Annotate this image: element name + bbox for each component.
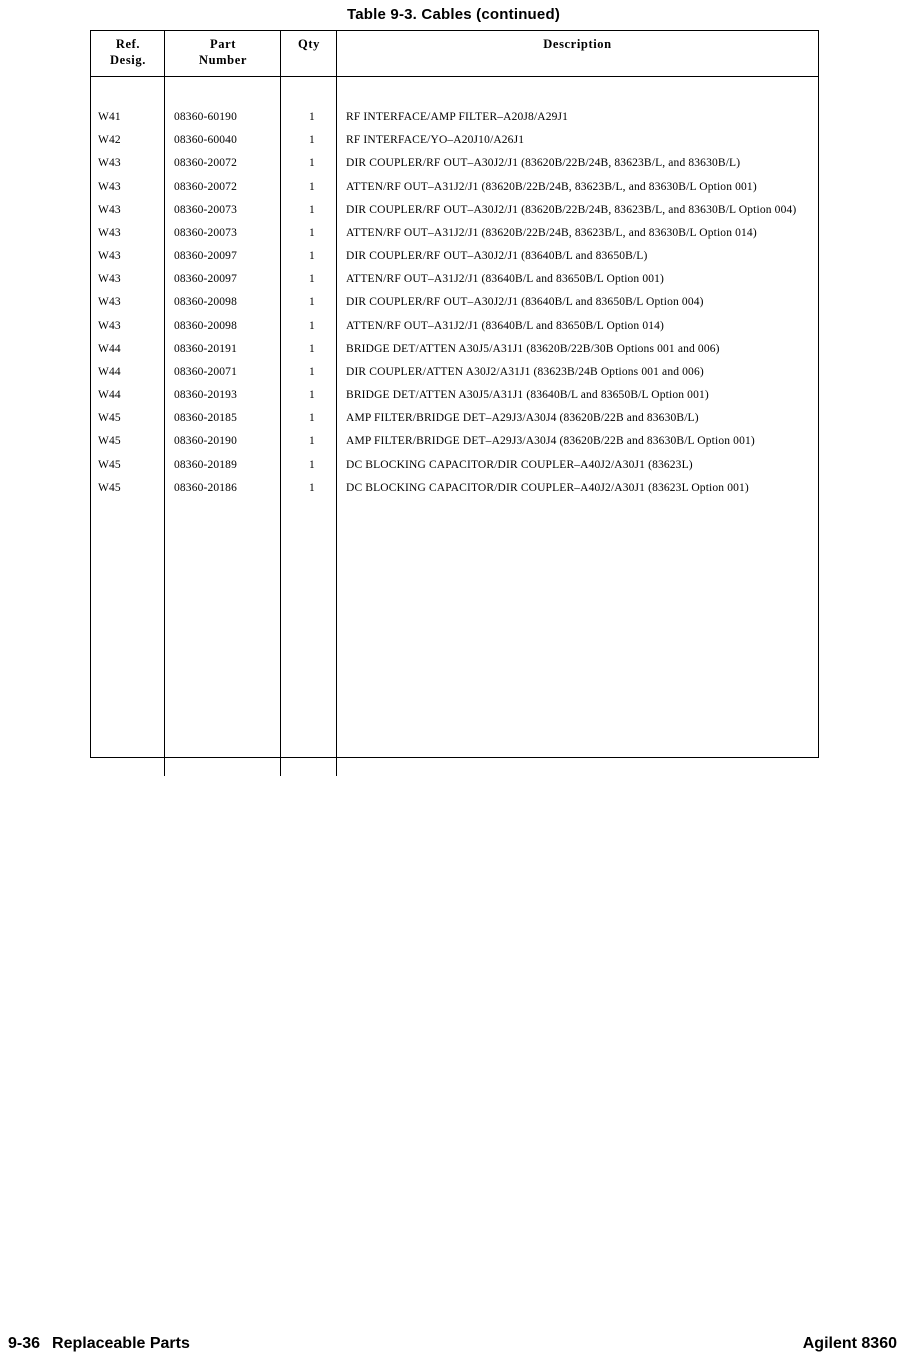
cell-part-number: 08360-20190: [174, 435, 237, 448]
table-row: [90, 180, 817, 195]
cell-ref-desig: W43: [98, 203, 121, 216]
table-row: [90, 411, 817, 426]
cell-description: RF INTERFACE/YO–A20J10/A26J1: [346, 134, 525, 147]
cell-part-number: 08360-20073: [174, 226, 237, 239]
cell-qty: 1: [309, 250, 315, 263]
cell-part-number: 08360-20189: [174, 458, 237, 471]
table-row: [90, 458, 817, 473]
cell-part-number: 08360-60040: [174, 134, 237, 147]
cell-description: DIR COUPLER/RF OUT–A30J2/J1 (83640B/L and 83650B/L Option 004): [346, 296, 704, 309]
cell-part-number: 08360-20098: [174, 319, 237, 332]
table-row: [90, 295, 817, 310]
cell-qty: 1: [309, 458, 315, 471]
table-row: [90, 365, 817, 380]
table-row: [90, 226, 817, 241]
footer-left: [8, 1335, 190, 1353]
cell-description: DC BLOCKING CAPACITOR/DIR COUPLER–A40J2/A30J1 (83623L Option 001): [346, 481, 749, 494]
cell-description: ATTEN/RF OUT–A31J2/J1 (83620B/22B/24B, 83623B/L, and 83630B/L Option 001): [346, 180, 757, 193]
cell-ref-desig: W43: [98, 296, 121, 309]
cell-ref-desig: W41: [98, 111, 121, 123]
cell-part-number: 08360-20072: [174, 157, 237, 170]
cell-description: BRIDGE DET/ATTEN A30J5/A31J1 (83640B/L and 83650B/L Option 001): [346, 389, 709, 402]
table-row: [90, 388, 817, 403]
cell-ref-desig: W45: [98, 435, 121, 448]
cell-part-number: 08360-20098: [174, 296, 237, 309]
cell-description: DIR COUPLER/RF OUT–A30J2/J1 (83620B/22B/24B, 83623B/L, and 83630B/L): [346, 157, 741, 170]
page-footer: [0, 1327, 907, 1353]
cell-description: BRIDGE DET/ATTEN A30J5/A31J1 (83620B/22B/30B Options 001 and 006): [346, 342, 720, 355]
cell-description: DIR COUPLER/ATTEN A30J2/A31J1 (83623B/24B Options 001 and 006): [346, 365, 704, 378]
column-header-ref-desig: [91, 31, 166, 77]
cell-ref-desig: W43: [98, 180, 121, 193]
table-row: [90, 481, 817, 496]
cell-ref-desig: W45: [98, 458, 121, 471]
cell-ref-desig: W43: [98, 319, 121, 332]
cell-description: DIR COUPLER/RF OUT–A30J2/J1 (83640B/L and 83650B/L): [346, 250, 648, 263]
table-row: [90, 434, 817, 449]
cell-qty: 1: [309, 365, 315, 378]
cell-description: ATTEN/RF OUT–A31J2/J1 (83640B/L and 83650B/L Option 001): [346, 273, 665, 286]
cell-part-number: 08360-20072: [174, 180, 237, 193]
cell-qty: 1: [309, 180, 315, 193]
table-row: [90, 249, 817, 264]
column-header-part-number: [165, 31, 281, 77]
page-number: 9-36: [8, 1335, 41, 1352]
cell-part-number: 08360-20073: [174, 203, 237, 216]
cell-part-number: 08360-20191: [174, 342, 237, 355]
cell-qty: 1: [309, 412, 315, 425]
cell-ref-desig: W43: [98, 157, 121, 170]
cell-qty: 1: [309, 342, 315, 355]
cell-description: AMP FILTER/BRIDGE DET–A29J3/A30J4 (83620B/22B and 83630B/L Option 001): [346, 435, 755, 448]
cell-qty: 1: [309, 226, 315, 239]
cell-description: RF INTERFACE/AMP FILTER–A20J8/A29J1: [346, 111, 569, 123]
cell-part-number: 08360-20186: [174, 481, 237, 494]
cell-description: ATTEN/RF OUT–A31J2/J1 (83620B/22B/24B, 83623B/L, and 83630B/L Option 014): [346, 226, 757, 239]
cell-description: DC BLOCKING CAPACITOR/DIR COUPLER–A40J2/A30J1 (83623L): [346, 458, 693, 471]
table-row: [90, 272, 817, 287]
table-row: [90, 133, 817, 148]
cell-qty: 1: [309, 134, 315, 147]
column-header-ref-line2: Desig.: [110, 52, 146, 67]
column-header-qty: [281, 31, 337, 77]
cell-ref-desig: W44: [98, 342, 121, 355]
cell-ref-desig: W43: [98, 226, 121, 239]
table-rows: [90, 96, 817, 496]
cell-part-number: 08360-20097: [174, 273, 237, 286]
cell-qty: 1: [309, 111, 315, 123]
column-header-ref-line1: Ref.: [115, 37, 141, 51]
cell-part-number: 08360-20071: [174, 365, 237, 378]
cell-description: DIR COUPLER/RF OUT–A30J2/J1 (83620B/22B/24B, 83623B/L, and 83630B/L Option 004): [346, 203, 797, 216]
cell-ref-desig: W45: [98, 412, 121, 425]
cell-qty: 1: [309, 296, 315, 309]
cell-part-number: 08360-60190: [174, 111, 237, 123]
table-row: [90, 319, 817, 334]
footer-brand: Agilent 8360: [802, 1335, 897, 1352]
table-row: [90, 203, 817, 218]
cell-description: AMP FILTER/BRIDGE DET–A29J3/A30J4 (83620B/22B and 83630B/L): [346, 412, 699, 425]
cell-qty: 1: [309, 157, 315, 170]
table-row: [90, 342, 817, 357]
column-header-part-line2: Number: [198, 52, 248, 67]
cell-qty: 1: [309, 203, 315, 216]
column-header-desc-line1: Description: [543, 37, 612, 51]
cell-ref-desig: W43: [98, 250, 121, 263]
cell-qty: 1: [309, 389, 315, 402]
cell-ref-desig: W44: [98, 365, 121, 378]
table-header-row: [91, 31, 819, 77]
cell-qty: 1: [309, 319, 315, 332]
cell-ref-desig: W45: [98, 481, 121, 494]
table-title: Table 9-3. Cables (continued): [346, 6, 561, 23]
table-body: [90, 96, 817, 776]
column-header-qty-line1: Qty: [298, 37, 320, 51]
column-header-part-line1: Part: [210, 37, 236, 51]
cell-part-number: 08360-20185: [174, 412, 237, 425]
footer-section-title: Replaceable Parts: [52, 1335, 190, 1352]
cell-ref-desig: W43: [98, 273, 121, 286]
table-row: [90, 110, 817, 125]
cell-part-number: 08360-20193: [174, 389, 237, 402]
cell-qty: 1: [309, 435, 315, 448]
cell-description: ATTEN/RF OUT–A31J2/J1 (83640B/L and 83650B/L Option 014): [346, 319, 665, 332]
cell-qty: 1: [309, 273, 315, 286]
column-header-description: [337, 31, 819, 77]
cell-ref-desig: W44: [98, 389, 121, 402]
cell-ref-desig: W42: [98, 134, 121, 147]
cell-qty: 1: [309, 481, 315, 494]
cell-part-number: 08360-20097: [174, 250, 237, 263]
table-row: [90, 156, 817, 171]
